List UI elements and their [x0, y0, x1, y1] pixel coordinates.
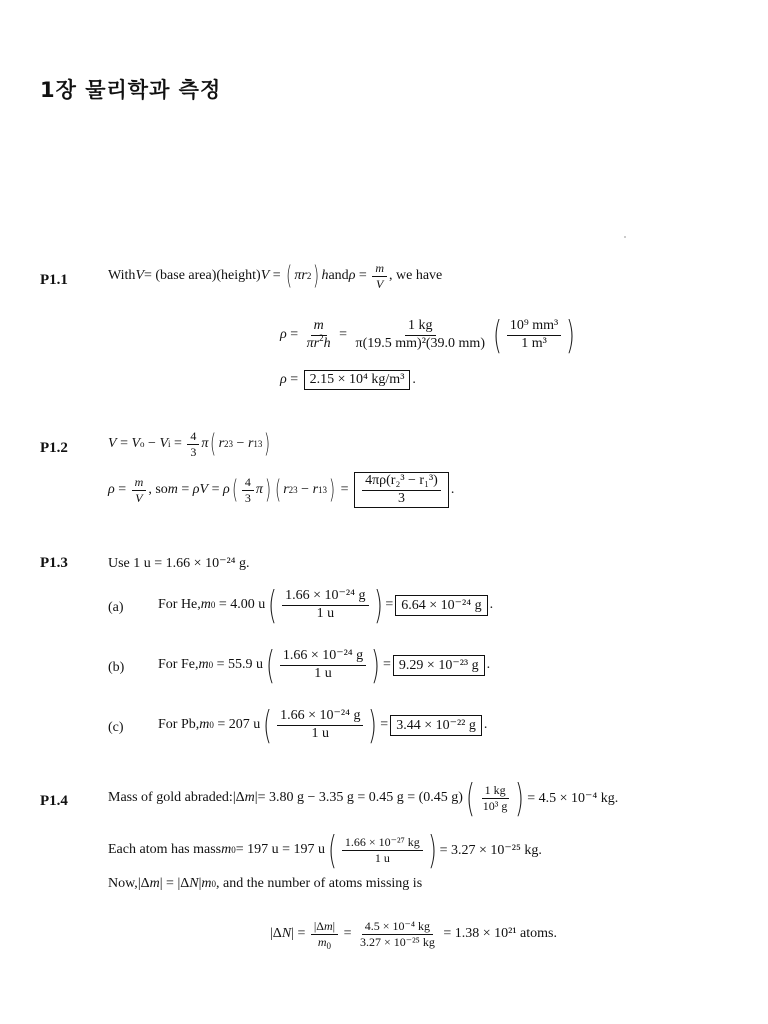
p1-1-frac-num: 1 kg	[405, 319, 436, 336]
p1-4-line3-a: Now,	[108, 876, 138, 891]
p1-3-conv-den-c: 1 u	[311, 725, 330, 741]
p1-1-conv-num: 10⁹ mm³	[507, 319, 561, 336]
chapter-title: 1장 물리학과 측정	[40, 78, 222, 102]
p1-4-line-4: |Δ N | = $\frac{|\Delta m|}{m_0}$ = $\frac{\text{4.5 × 10⁻⁴ kg}}{\text{3.27 × 10⁻²⁵ kg}}$ = 1.38 × 10²¹ atoms.	[270, 919, 557, 951]
p1-1-intro-b: = (base area)(height)	[144, 268, 261, 284]
p1-3-item-c-letter: (c)	[108, 720, 124, 735]
p1-3-item-b: For Fe, m 0 = 55.9 u ( $\frac{\text{1.66 × 10⁻²⁴ g}}{1 u}$ ) = 9.29 × 10⁻²³ g .	[158, 643, 491, 687]
problem-label-1-2: P1.2	[40, 440, 68, 456]
p1-3-item-b-lead: For Fe,	[158, 657, 199, 672]
p1-4-line4-den: 3.27 × 10⁻²⁵ kg	[359, 934, 435, 949]
p1-3-item-c-lead: For Pb,	[158, 717, 200, 732]
p1-4-line2-a: Each atom has mass	[108, 842, 222, 857]
p1-3-item-c-result: 3.44 × 10⁻²² g	[390, 715, 482, 736]
p1-1-frac-den: π(19.5 mm)²(39.0 mm)	[355, 335, 485, 351]
p1-3-item-a: For He, m 0 = 4.00 u ( $\frac{\text{1.66 × 10⁻²⁴ g}}{1 u}$ ) = 6.64 × 10⁻²⁴ g .	[158, 583, 494, 627]
p1-3-conv-den-b: 1 u	[314, 665, 332, 681]
p1-4-line-2: Each atom has mass m 0 = 197 u = 197 u ( $\frac{\text{1.66 × 10⁻²⁷ kg}}{1 u}$ ) = 3.27 × 10⁻²⁵ kg.	[108, 828, 542, 872]
p1-4-line1-result: = 4.5 × 10⁻⁴ kg.	[527, 790, 619, 806]
p1-4-line-1: Mass of gold abraded: |Δ m | = 3.80 g − 3.35 g = 0.45 g = (0.45 g) ( $\frac{1 kg}{\text{10³ g}}$ ) = 4.5 × 10⁻⁴ kg.	[108, 776, 619, 820]
p1-3-item-b-mass: = 55.9 u	[216, 657, 263, 672]
p1-1-intro-d: , we have	[389, 268, 443, 284]
p1-2-result-den: 3	[397, 490, 405, 506]
p1-2-result-num: 4πρ(r₂³ − r₁³)	[362, 474, 441, 491]
p1-4-line1-conv-den: 10³ g	[482, 798, 508, 813]
p1-1-density-equation: ρ = $\frac{m}{\pi r^2h}$ = $\frac{1 kg}{\text{π(19.5 mm)²(39.0 mm)}}$ ( $\frac{\text{10⁹ mm³}}{\text{1 m³}}$ )	[280, 313, 576, 357]
p1-3-item-a-lead: For He,	[158, 597, 201, 612]
p1-3-item-a-result: 6.64 × 10⁻²⁴ g	[395, 595, 487, 616]
problem-label-1-4: P1.4	[40, 793, 68, 809]
p1-1-intro-c: and	[328, 268, 349, 284]
p1-4-line1-a: Mass of gold abraded:	[108, 790, 233, 805]
p1-2-volume-equation: V = V o − V i = $\frac{4}{3}$ π ( r 2 3 − r 1 3 )	[108, 429, 271, 460]
p1-3-item-a-mass: = 4.00 u	[218, 597, 266, 612]
p1-4-line1-conv-num: 1 kg	[482, 784, 509, 799]
p1-4-line2-conv-num: 1.66 × 10⁻²⁷ kg	[342, 836, 423, 851]
p1-3-intro: Use 1 u = 1.66 × 10⁻²⁴ g.	[108, 556, 250, 571]
p1-4-line3-b: , and the number of atoms missing is	[216, 876, 423, 891]
p1-4-line1-b: = 3.80 g − 3.35 g = 0.45 g = (0.45 g)	[257, 790, 463, 805]
problem-label-1-1: P1.1	[40, 272, 68, 288]
p1-3-conv-den-a: 1 u	[316, 605, 335, 621]
p1-4-line2-conv-den: 1 u	[374, 850, 390, 865]
p1-1-conv-den: 1 m³	[521, 335, 547, 351]
scan-speck	[624, 236, 626, 238]
p1-4-line2-result: = 3.27 × 10⁻²⁵ kg.	[439, 842, 542, 858]
p1-1-intro: With V = (base area)(height) V = ( πr 2 ) h and ρ = $\frac{m}{V}$ , we have	[108, 261, 443, 292]
p1-4-line4-result: = 1.38 × 10²¹ atoms.	[443, 926, 557, 942]
p1-4-line4-num: 4.5 × 10⁻⁴ kg	[362, 920, 433, 935]
problem-label-1-3: P1.3	[40, 555, 68, 571]
p1-4-line2-b: = 197 u = 197 u	[235, 842, 326, 857]
p1-4-line-3: Now, |Δ m | = |Δ N | m 0 , and the number of atoms missing is	[108, 876, 423, 891]
p1-2-so-text: , so	[148, 482, 168, 498]
p1-1-result-box: 2.15 × 10⁴ kg/m³	[304, 370, 411, 390]
p1-3-item-b-letter: (b)	[108, 660, 125, 675]
p1-3-item-c-mass: = 207 u	[217, 717, 261, 732]
p1-3-conv-num-b: 1.66 × 10⁻²⁴ g	[280, 649, 366, 666]
p1-3-item-b-result: 9.29 × 10⁻²³ g	[393, 655, 485, 676]
p1-3-item-a-letter: (a)	[108, 600, 124, 615]
p1-1-intro-a: With	[108, 268, 136, 284]
p1-1-result-line: ρ = 2.15 × 10⁴ kg/m³ .	[280, 370, 416, 390]
p1-3-item-c: For Pb, m 0 = 207 u ( $\frac{\text{1.66 × 10⁻²⁴ g}}{1 u}$ ) = 3.44 × 10⁻²² g .	[158, 703, 488, 747]
p1-3-conv-num-c: 1.66 × 10⁻²⁴ g	[277, 709, 363, 726]
p1-3-conv-num-a: 1.66 × 10⁻²⁴ g	[282, 589, 368, 606]
p1-2-mass-equation: ρ = $\frac{m}{V}$ , so m = ρV = ρ ( $\frac{4}{3}$ π ) ( r 2 3 − r 1 3 ) = $\frac{\text{4πρ(r₂³ − r₁³)}}{3}$ .	[108, 472, 454, 508]
